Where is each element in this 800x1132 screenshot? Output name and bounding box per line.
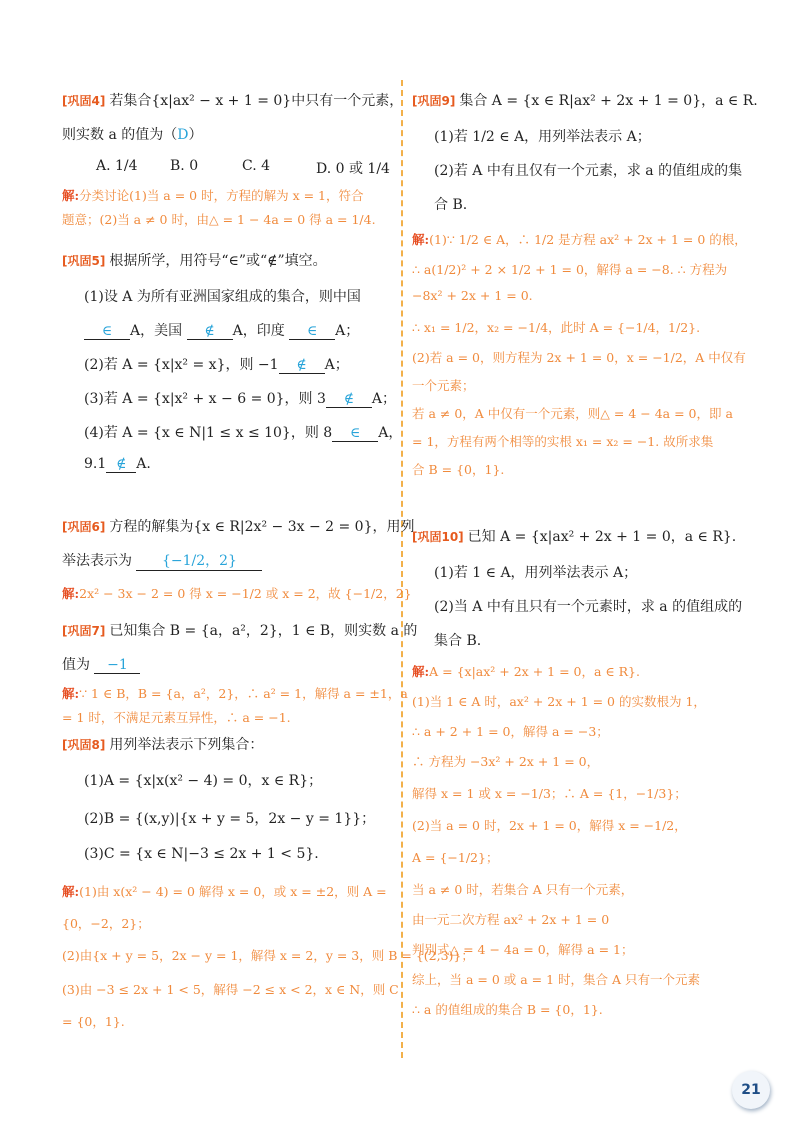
solution-line: 综上，当 a = 0 或 a = 1 时，集合 A 只有一个元素 (412, 972, 701, 987)
solution-line: (1)当 1 ∈ A 时，ax² + 2x + 1 = 0 的实数根为 1， (412, 694, 706, 709)
answer-blank: {−1/2，2} (136, 550, 262, 571)
question-tag: [巩固7] (62, 624, 106, 638)
solution-line: 一个元素； (412, 378, 475, 393)
column-divider (401, 80, 403, 1058)
solution-line: 解:(1)∵ 1/2 ∈ A，∴ 1/2 是方程 ax² + 2x + 1 = 0 的根， (412, 232, 747, 247)
sub-item-1: (1)设 A 为所有亚洲国家组成的集合，则中国 (84, 289, 361, 305)
solution-label: 解: (62, 884, 80, 899)
solution-label: 解: (62, 686, 80, 701)
solution-line: −8x² + 2x + 1 = 0. (412, 288, 533, 303)
solution-line: 若 a ≠ 0，A 中仅有一个元素，则△ = 4 − 4a = 0，即 a (412, 406, 733, 421)
fill-blank: ∉ (187, 323, 233, 340)
sub-item-2-cont: 合 B. (434, 197, 468, 213)
solution-line: (3)由 −3 ≤ 2x + 1 < 5，解得 −2 ≤ x < 2，x ∈ N，则 C (62, 982, 399, 997)
sub-item-4: (4)若 A = {x ∈ N|1 ≤ x ≤ 10}，则 8 ∈ A， (84, 425, 403, 441)
question-7-stem-line-2: 值为 −1 (62, 654, 140, 674)
sub-item-2: (2)若 A 中有且仅有一个元素，求 a 的值组成的集 (434, 163, 743, 179)
solution-line: 合 B = {0，1}. (412, 462, 505, 477)
sub-item-2: (2)B = {(x,y)|{x + y = 5，2x − y = 1}}； (84, 811, 376, 827)
question-8-stem: [巩固8] 用列举法表示下列集合： (62, 737, 264, 753)
fill-blank: ∉ (326, 391, 372, 408)
solution-line: ∴ a(1/2)² + 2 × 1/2 + 1 = 0，解得 a = −8. ∴ 方程为 (412, 262, 728, 277)
page-number: 21 (732, 1071, 770, 1109)
fill-blank: ∉ (279, 357, 325, 374)
sub-item-1: (1)A = {x|x(x² − 4) = 0，x ∈ R}； (84, 773, 323, 789)
solution-line: (2)由{x + y = 5，2x − y = 1，解得 x = 2，y = 3，则 B = {(2,3)}； (62, 948, 474, 963)
solution-line: (2)若 a = 0，则方程为 2x + 1 = 0，x = −1/2，A 中仅有 (412, 350, 746, 365)
question-10-stem: [巩固10] 已知 A = {x|ax² + 2x + 1 = 0，a ∈ R}. (412, 529, 737, 545)
solution-line: ∴ a 的值组成的集合 B = {0，1}. (412, 1002, 603, 1017)
option-c: C. 4 (242, 158, 271, 174)
answer: D (177, 127, 189, 143)
solution-line: ∴ a + 2 + 1 = 0，解得 a = −3； (412, 724, 609, 739)
fill-blank: ∈ (289, 323, 335, 340)
sub-item-1: (1)若 1/2 ∈ A，用列举法表示 A； (434, 129, 651, 145)
fill-blank: ∈ (84, 323, 130, 340)
solution-line: 解得 x = 1 或 x = −1/3；∴ A = {1，−1/3}； (412, 786, 687, 801)
question-5-stem: [巩固5] 根据所学，用符号“∈”或“∉”填空。 (62, 253, 327, 269)
solution-line: 解:分类讨论(1)当 a = 0 时，方程的解为 x = 1，符合 (62, 188, 364, 203)
solution-line: = {0，1}. (62, 1014, 125, 1029)
solution-line: 解:(1)由 x(x² − 4) = 0 解得 x = 0，或 x = ±2，则 A = (62, 884, 387, 899)
solution-line: (2)当 a = 0 时，2x + 1 = 0，解得 x = −1/2， (412, 818, 687, 833)
sub-item-2: (2)当 A 中有且只有一个元素时，求 a 的值组成的 (434, 599, 743, 615)
sub-item-1-blanks: ∈ A，美国 ∉ A，印度 ∈ A； (84, 320, 359, 340)
solution-label: 解: (412, 232, 430, 247)
question-7-stem-line-1: [巩固7] 已知集合 B = {a，a²，2}，1 ∈ B，则实数 a 的 (62, 623, 418, 639)
question-4-stem-line-1: [巩固4] 若集合{x|ax² − x + 1 = 0}中只有一个元素， (62, 93, 404, 109)
answer-blank: −1 (94, 657, 140, 674)
question-tag: [巩固8] (62, 738, 106, 752)
solution-line: 解:∵ 1 ∈ B，B = {a，a²，2}，∴ a² = 1，解得 a = ±1，a (62, 686, 408, 701)
question-4-stem-line-2: 则实数 a 的值为（D） (62, 127, 203, 143)
question-tag: [巩固4] (62, 94, 106, 108)
solution-line: {0，−2，2}； (62, 916, 150, 931)
sub-item-3: (3)若 A = {x|x² + x − 6 = 0}，则 3 ∉ A； (84, 391, 397, 407)
sub-item-4-cont: 9.1 ∉ A. (84, 456, 151, 472)
question-tag: [巩固9] (412, 94, 456, 108)
question-6-stem-line-2: 举法表示为 {−1/2，2} (62, 550, 262, 571)
question-tag: [巩固10] (412, 530, 464, 544)
solution-line: ∴ x₁ = 1/2，x₂ = −1/4，此时 A = {−1/4，1/2}. (412, 320, 701, 335)
fill-blank: ∈ (332, 425, 378, 442)
solution-line: 由一元二次方程 ax² + 2x + 1 = 0 (412, 912, 610, 927)
solution-label: 解: (62, 586, 80, 601)
fill-blank: ∉ (106, 456, 136, 473)
question-tag: [巩固5] (62, 254, 106, 268)
solution-label: 解: (412, 664, 430, 679)
solution-label: 解: (62, 188, 80, 203)
option-d: D. 0 或 1/4 (316, 161, 390, 177)
option-a: A. 1/4 (96, 158, 138, 174)
question-9-stem: [巩固9] 集合 A = {x ∈ R|ax² + 2x + 1 = 0}，a ∈ R. (412, 93, 758, 109)
solution-line: 解:2x² − 3x − 2 = 0 得 x = −1/2 或 x = 2，故 {−1/2，2} (62, 586, 412, 601)
sub-item-2-cont: 集合 B. (434, 633, 482, 649)
solution-line: = 1，方程有两个相等的实根 x₁ = x₂ = −1. 故所求集 (412, 434, 714, 449)
option-b: B. 0 (170, 158, 199, 174)
question-6-stem-line-1: [巩固6] 方程的解集为{x ∈ R|2x² − 3x − 2 = 0}，用列 (62, 519, 415, 535)
solution-line: 解:A = {x|ax² + 2x + 1 = 0，a ∈ R}. (412, 664, 640, 679)
sub-item-2: (2)若 A = {x|x² = x}，则 −1 ∉ A； (84, 357, 349, 373)
solution-line: 当 a ≠ 0 时，若集合 A 只有一个元素， (412, 882, 634, 897)
solution-line: A = {−1/2}； (412, 850, 499, 865)
question-tag: [巩固6] (62, 520, 106, 534)
solution-line: 题意；(2)当 a ≠ 0 时，由△ = 1 − 4a = 0 得 a = 1/4. (62, 212, 376, 227)
solution-line: = 1 时，不满足元素互异性，∴ a = −1. (62, 710, 291, 725)
sub-item-3: (3)C = {x ∈ N|−3 ≤ 2x + 1 < 5}. (84, 846, 319, 862)
sub-item-1: (1)若 1 ∈ A，用列举法表示 A； (434, 565, 638, 581)
solution-line: ∴ 方程为 −3x² + 2x + 1 = 0， (412, 754, 600, 769)
solution-line: 判别式△ = 4 − 4a = 0，解得 a = 1； (412, 942, 634, 957)
